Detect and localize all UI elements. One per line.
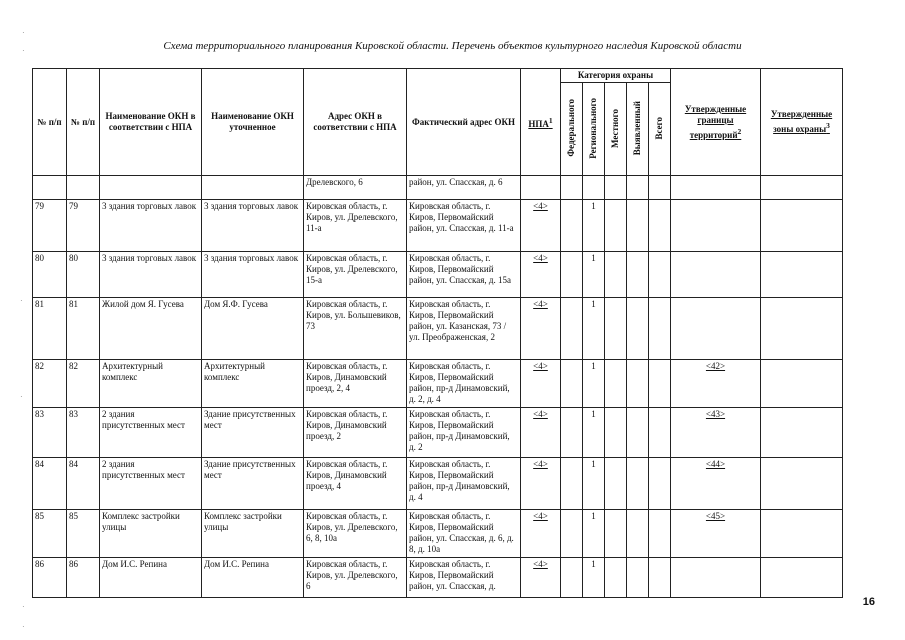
cell-number-2: 79 <box>67 200 100 252</box>
cell-npa-ref: <4> <box>521 510 561 558</box>
cell-address-npa: Кировская область, г. Киров, ул. Дрелевского, 11-а <box>304 200 407 252</box>
scan-mark: · <box>22 622 25 631</box>
cell-name-npa: Архитектурный комплекс <box>100 360 202 408</box>
cell-category-federal <box>561 458 583 510</box>
header-approved-bounds-footnote: 2 <box>737 126 742 136</box>
cell-category-federal <box>561 200 583 252</box>
header-name-npa: Наименование ОКН в соответствии с НПА <box>100 69 202 176</box>
cell-address-npa: Кировская область, г. Киров, Динамовский проезд, 4 <box>304 458 407 510</box>
cell-name-refined: Дом И.С. Репина <box>202 558 304 598</box>
cell-address-actual: район, ул. Спасская, д. 6 <box>407 176 521 200</box>
cell-name-npa: 3 здания торговых лавок <box>100 252 202 298</box>
header-approved-zones-text: Утвержденные зоны охраны <box>770 109 833 134</box>
cell-name-refined: Дом Я.Ф. Гусева <box>202 298 304 360</box>
cell-address-actual: Кировская область, г. Киров, Первомайский район, пр-д Динамовский, д. 4 <box>407 458 521 510</box>
cell-approved-zones <box>761 298 843 360</box>
cell-address-npa: Кировская область, г. Киров, ул. Большевиков, 73 <box>304 298 407 360</box>
cell-empty <box>521 176 561 200</box>
cell-name-npa: Жилой дом Я. Гусева <box>100 298 202 360</box>
cell-category-identified <box>627 200 649 252</box>
cell-category-federal <box>561 510 583 558</box>
cell-name-npa: 3 здания торговых лавок <box>100 200 202 252</box>
cell-approved-bounds: <44> <box>671 458 761 510</box>
cell-approved-bounds <box>671 558 761 598</box>
table-row <box>33 558 843 598</box>
cell-category-total <box>649 510 671 558</box>
cell-category-federal <box>561 252 583 298</box>
cell-name-npa: Дом И.С. Репина <box>100 558 202 598</box>
table-row <box>33 510 843 558</box>
cell-category-regional: 1 <box>583 458 605 510</box>
cell-npa-ref: <4> <box>521 558 561 598</box>
cell-approved-bounds: <45> <box>671 510 761 558</box>
cell-number: 80 <box>33 252 67 298</box>
header-address-actual: Фактический адрес ОКН <box>407 69 521 176</box>
header-address-npa: Адрес ОКН в соответствии с НПА <box>304 69 407 176</box>
cell-number: 84 <box>33 458 67 510</box>
cell-category-regional: 1 <box>583 360 605 408</box>
cell-name-refined: 3 здания торговых лавок <box>202 252 304 298</box>
cell-name-npa: Комплекс застройки улицы <box>100 510 202 558</box>
cell-category-total <box>649 200 671 252</box>
cell-empty <box>67 176 100 200</box>
cell-category-federal <box>561 558 583 598</box>
header-num-pp-2: № п/п <box>67 69 100 176</box>
cell-address-actual: Кировская область, г. Киров, Первомайский район, ул. Спасская, д. 11-а <box>407 200 521 252</box>
page-number: 16 <box>862 596 875 608</box>
cell-category-regional: 1 <box>583 558 605 598</box>
cell-address-actual: Кировская область, г. Киров, Первомайский район, ул. Спасская, д. 15а <box>407 252 521 298</box>
cell-approved-zones <box>761 200 843 252</box>
header-category-total: Всего <box>649 83 671 176</box>
cell-number-2: 84 <box>67 458 100 510</box>
scan-mark: · <box>22 602 25 611</box>
cell-number: 83 <box>33 408 67 458</box>
cell-name-npa: 2 здания присутственных мест <box>100 408 202 458</box>
cell-category-regional: 1 <box>583 408 605 458</box>
cell-number-2: 83 <box>67 408 100 458</box>
header-name-refined: Наименование ОКН уточненное <box>202 69 304 176</box>
scan-mark: · <box>22 46 25 55</box>
cell-number: 86 <box>33 558 67 598</box>
header-approved-zones <box>761 69 843 176</box>
cell-category-local <box>605 200 627 252</box>
cell-empty <box>583 176 605 200</box>
cell-empty <box>202 176 304 200</box>
cell-empty <box>761 176 843 200</box>
cell-approved-bounds: <43> <box>671 408 761 458</box>
cell-address-actual: Кировская область, г. Киров, Первомайский район, ул. Казанская, 73 / ул. Преображенская, 2 <box>407 298 521 360</box>
header-category-regional: Регионального <box>583 83 605 176</box>
cell-name-refined: Комплекс застройки улицы <box>202 510 304 558</box>
cell-category-local <box>605 458 627 510</box>
cell-number: 85 <box>33 510 67 558</box>
cell-name-refined: Здание присутственных мест <box>202 458 304 510</box>
cell-number-2: 81 <box>67 298 100 360</box>
cell-address-npa: Кировская область, г. Киров, ул. Дрелевского, 6 <box>304 558 407 598</box>
cell-npa-ref: <4> <box>521 200 561 252</box>
cell-category-total <box>649 408 671 458</box>
cell-category-total <box>649 558 671 598</box>
header-category-identified: Выявленный <box>627 83 649 176</box>
cell-name-npa: 2 здания присутственных мест <box>100 458 202 510</box>
cell-approved-zones <box>761 252 843 298</box>
cell-empty <box>561 176 583 200</box>
cell-empty <box>627 176 649 200</box>
header-category-local: Местного <box>605 83 627 176</box>
cell-empty <box>33 176 67 200</box>
header-category: Категория охраны <box>561 69 671 83</box>
cell-category-federal <box>561 408 583 458</box>
cell-npa-ref: <4> <box>521 458 561 510</box>
cell-category-regional: 1 <box>583 298 605 360</box>
cell-category-total <box>649 252 671 298</box>
cell-name-refined: Здание присутственных мест <box>202 408 304 458</box>
cell-number: 82 <box>33 360 67 408</box>
cell-category-local <box>605 252 627 298</box>
header-category-federal: Федерального <box>561 83 583 176</box>
cell-approved-zones <box>761 360 843 408</box>
cell-address-npa: Дрелевского, 6 <box>304 176 407 200</box>
cell-category-identified <box>627 510 649 558</box>
cell-name-refined: Архитектурный комплекс <box>202 360 304 408</box>
header-approved-bounds <box>671 69 761 176</box>
cell-category-federal <box>561 298 583 360</box>
cell-approved-zones <box>761 408 843 458</box>
cell-category-local <box>605 360 627 408</box>
scan-mark: · <box>20 392 23 401</box>
cell-category-regional: 1 <box>583 200 605 252</box>
cell-approved-zones <box>761 558 843 598</box>
scan-mark: · <box>22 28 25 37</box>
cell-address-npa: Кировская область, г. Киров, Динамовский проезд, 2, 4 <box>304 360 407 408</box>
cell-number-2: 82 <box>67 360 100 408</box>
cell-category-local <box>605 298 627 360</box>
header-npa-footnote: 1 <box>548 115 553 125</box>
header-npa <box>521 69 561 176</box>
cell-address-actual: Кировская область, г. Киров, Первомайский район, ул. Спасская, д. 6, д. 8, д. 10а <box>407 510 521 558</box>
cell-approved-bounds <box>671 200 761 252</box>
cell-category-local <box>605 408 627 458</box>
cell-number-2: 80 <box>67 252 100 298</box>
cell-category-identified <box>627 360 649 408</box>
cell-category-identified <box>627 408 649 458</box>
cell-empty <box>649 176 671 200</box>
cell-address-npa: Кировская область, г. Киров, ул. Дрелевского, 15-а <box>304 252 407 298</box>
cell-npa-ref: <4> <box>521 298 561 360</box>
cell-address-actual: Кировская область, г. Киров, Первомайский район, пр-д Динамовский, д. 2 <box>407 408 521 458</box>
cell-address-actual: Кировская область, г. Киров, Первомайский район, ул. Спасская, д. <box>407 558 521 598</box>
cell-empty <box>671 176 761 200</box>
cell-number-2: 85 <box>67 510 100 558</box>
cell-approved-bounds <box>671 298 761 360</box>
cell-category-identified <box>627 558 649 598</box>
table-row <box>33 360 843 408</box>
cell-number-2: 86 <box>67 558 100 598</box>
cell-category-identified <box>627 458 649 510</box>
table-row <box>33 200 843 252</box>
cell-approved-zones <box>761 510 843 558</box>
scan-mark: · <box>20 296 23 305</box>
cell-npa-ref: <4> <box>521 360 561 408</box>
table-row <box>33 298 843 360</box>
cell-approved-bounds <box>671 252 761 298</box>
cell-category-total <box>649 298 671 360</box>
cell-category-federal <box>561 360 583 408</box>
cell-category-local <box>605 558 627 598</box>
document-title: Схема территориального планирования Кировской области. Перечень объектов культурного наследия Кировской области <box>163 40 742 52</box>
cell-address-actual: Кировская область, г. Киров, Первомайский район, пр-д Динамовский, д. 2, д. 4 <box>407 360 521 408</box>
cell-approved-bounds: <42> <box>671 360 761 408</box>
cell-approved-zones <box>761 458 843 510</box>
cell-npa-ref: <4> <box>521 252 561 298</box>
cell-empty <box>100 176 202 200</box>
cell-empty <box>605 176 627 200</box>
cell-number: 79 <box>33 200 67 252</box>
continuation-row <box>33 176 843 200</box>
cell-address-npa: Кировская область, г. Киров, ул. Дрелевского, 6, 8, 10а <box>304 510 407 558</box>
table-row <box>33 252 843 298</box>
heritage-objects-table <box>32 68 843 598</box>
table-row <box>33 458 843 510</box>
header-approved-zones-footnote: 3 <box>826 121 830 130</box>
table-row <box>33 408 843 458</box>
cell-category-local <box>605 510 627 558</box>
cell-npa-ref: <4> <box>521 408 561 458</box>
header-npa-text: НПА <box>528 118 549 129</box>
cell-number: 81 <box>33 298 67 360</box>
cell-category-regional: 1 <box>583 510 605 558</box>
header-num-pp-1: № п/п <box>33 69 67 176</box>
header-approved-bounds-text: Утвержденные границы территорий <box>684 103 747 140</box>
cell-name-refined: 3 здания торговых лавок <box>202 200 304 252</box>
cell-category-regional: 1 <box>583 252 605 298</box>
cell-category-identified <box>627 252 649 298</box>
cell-category-total <box>649 360 671 408</box>
cell-category-total <box>649 458 671 510</box>
cell-category-identified <box>627 298 649 360</box>
cell-address-npa: Кировская область, г. Киров, Динамовский проезд, 2 <box>304 408 407 458</box>
